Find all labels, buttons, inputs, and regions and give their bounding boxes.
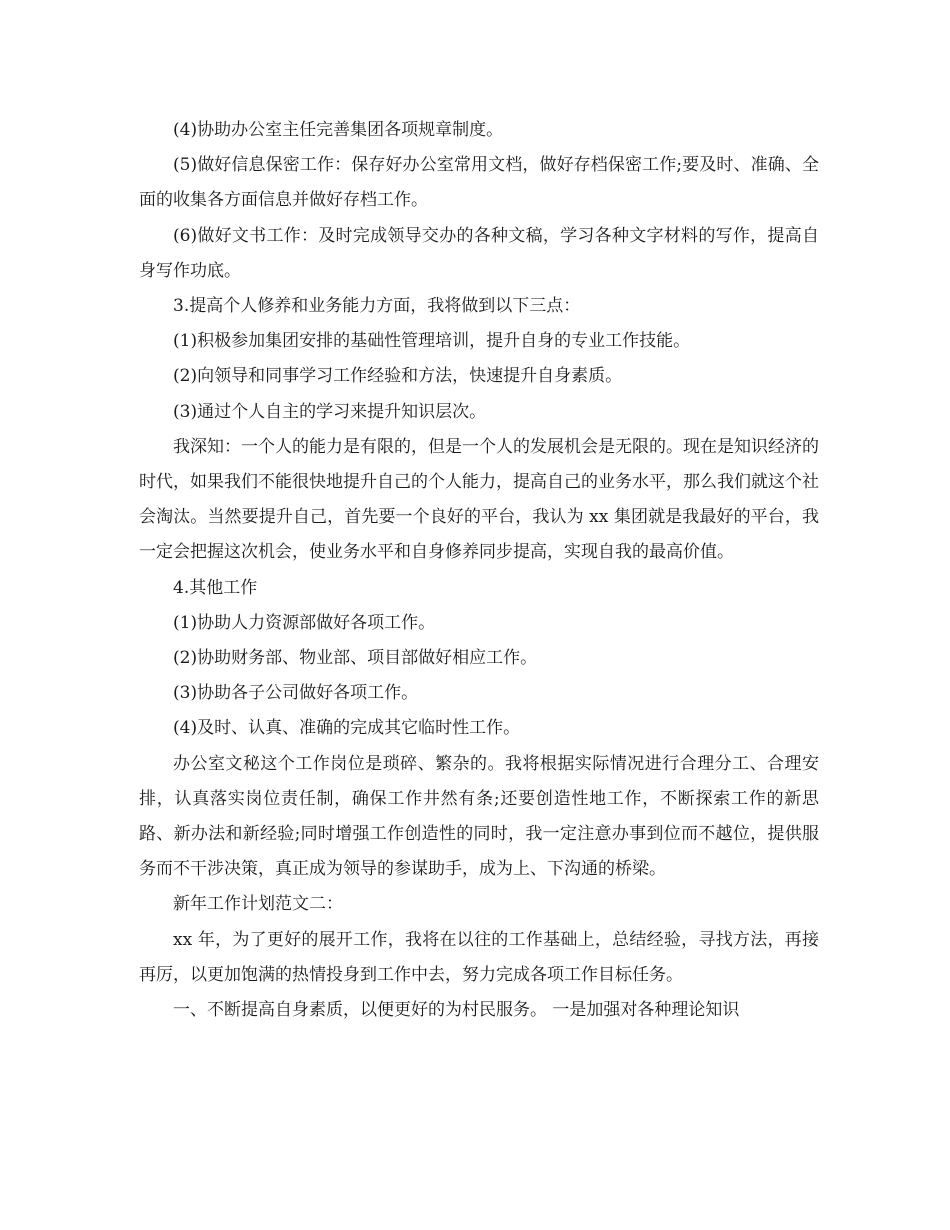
- paragraph-section-3-heading: 3.提高个人修养和业务能力方面，我将做到以下三点：: [173, 296, 581, 317]
- paragraph-section-4-item-4: (4)及时、认真、准确的完成其它临时性工作。: [173, 718, 521, 739]
- paragraph-section-3-item-2: (2)向领导和同事学习工作经验和方法，快速提升自身素质。: [173, 366, 623, 387]
- paragraph-item-5-confidentiality: (5)做好信息保密工作：保存好办公室常用文档，做好存档保密工作;要及时、准确、全面的收集各方面信息并做好存档工作。: [139, 155, 819, 211]
- paragraph-self-awareness: 我深知：一个人的能力是有限的，但是一个人的发展机会是无限的。现在是知识经济的时代，如果我们不能很快地提升自己的个人能力，提高自己的业务水平，那么我们就这个社会淘汰。当然要提升自己，首先要一个良好的平台，我认为 xx 集团就是我最好的平台，我一定会把握这次机会，使业务水平和自身修养同步提高，实现自我的最高价值。: [139, 436, 819, 563]
- paragraph-office-role: 办公室文秘这个工作岗位是琐碎、繁杂的。我将根据实际情况进行合理分工、合理安排，认真落实岗位责任制，确保工作井然有条;还要创造性地工作，不断探索工作的新思路、新办法和新经验;同时增强工作创造性的同时，我一定注意办事到位而不越位，提供服务而不干涉决策，真正成为领导的参谋助手，成为上、下沟通的桥梁。: [139, 753, 819, 880]
- paragraph-sample-two-intro: xx 年，为了更好的展开工作，我将在以往的工作基础上，总结经验，寻找方法，再接再厉，以更加饱满的热情投身到工作中去，努力完成各项工作目标任务。: [139, 929, 819, 985]
- paragraph-item-4-rules: (4)协助办公室主任完善集团各项规章制度。: [173, 120, 504, 140]
- paragraph-section-4-heading: 4.其他工作: [173, 577, 258, 598]
- paragraph-section-4-item-3: (3)协助各子公司做好各项工作。: [173, 683, 419, 704]
- paragraph-section-3-item-3: (3)通过个人自主的学习来提升知识层次。: [173, 401, 487, 422]
- paragraph-item-6-clerical: (6)做好文书工作：及时完成领导交办的各种文稿，学习各种文字材料的写作，提高自身写作功底。: [139, 225, 819, 281]
- document-body: [139, 113, 819, 1028]
- paragraph-sample-two-title: 新年工作计划范文二：: [173, 894, 343, 915]
- paragraph-section-4-item-2: (2)协助财务部、物业部、项目部做好相应工作。: [173, 648, 538, 669]
- paragraph-section-3-item-1: (1)积极参加集团安排的基础性管理培训，提升自身的专业工作技能。: [173, 331, 691, 352]
- paragraph-section-4-item-1: (1)协助人力资源部做好各项工作。: [173, 612, 436, 633]
- paragraph-sample-two-point-one: 一、不断提高自身素质，以便更好的为村民服务。 一是加强对各种理论知识: [173, 1000, 740, 1021]
